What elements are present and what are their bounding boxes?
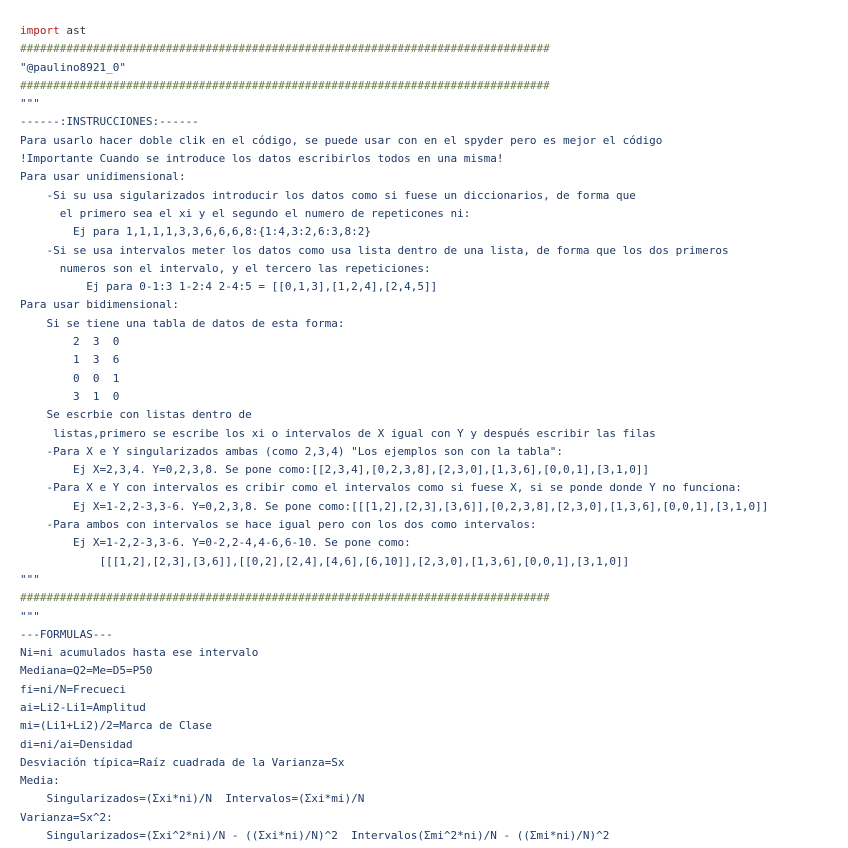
string-token: Para usar unidimensional: [20,170,186,184]
string-token: Se escrbie con listas dentro de [20,408,252,422]
string-token: Media: [20,774,60,788]
code-line [20,113,768,131]
code-line [20,406,768,424]
code-line [20,77,768,95]
string-token: di=ni/ai=Densidad [20,737,133,751]
code-line [20,388,768,406]
string-token: ai=Li2-Li1=Amplitud [20,700,146,714]
string-token: ------:INSTRUCCIONES:------ [20,115,199,129]
comment-token: ################################################################################ [20,591,550,605]
string-token: Varianza=Sx^2: [20,810,113,824]
string-token: Ej X=1-2,2-3,3-6. Y=0-2,2-4,4-6,6-10. Se pone como: [20,536,411,550]
code-line [20,662,768,680]
keyword-token: import [20,24,60,37]
code-line [20,22,768,40]
code-line [20,790,768,808]
code-line [20,772,768,790]
string-token: listas,primero se escribe los xi o intervalos de X igual con Y y después escribir las filas [20,426,656,440]
code-line [20,479,768,497]
code-line [20,681,768,699]
code-line [20,168,768,186]
string-token: Ej para 1,1,1,1,3,3,6,6,6,8:{1:4,3:2,6:3,8:2} [20,225,371,239]
string-token: Ej X=2,3,4. Y=0,2,3,8. Se pone como:[[2,3,4],[0,2,3,8],[2,3,0],[1,3,6],[0,0,1],[3,1,0]] [20,463,650,477]
code-line [20,461,768,479]
code-line [20,150,768,168]
code-line [20,242,768,260]
string-token: """ [20,572,40,586]
code-line [20,717,768,735]
string-token: -Para X e Y singularizados ambas (como 2,3,4) "Los ejemplos son con la tabla": [20,444,564,458]
string-token: Mediana=Q2=Me=D5=P50 [20,664,153,678]
code-line [20,754,768,772]
string-token: Si se tiene una tabla de datos de esta forma: [20,316,345,330]
string-token: Para usarlo hacer doble clik en el código, se puede usar con en el spyder pero es mejor el código [20,133,663,147]
code-line [20,132,768,150]
code-line [20,608,768,626]
string-token: 0 0 1 [20,371,120,385]
code-line [20,534,768,552]
code-line [20,827,768,845]
code-line [20,95,768,113]
code-line [20,699,768,717]
string-token: -Si su usa sigularizados introducir los datos como si fuese un diccionarios, de forma que [20,188,636,202]
string-token: mi=(Li1+Li2)/2=Marca de Clase [20,719,213,733]
string-token: !Importante Cuando se introduce los datos escribirlos todos en una misma! [20,152,504,166]
string-token: [[[1,2],[2,3],[3,6]],[[0,2],[2,4],[4,6],[6,10]],[2,3,0],[1,3,6],[0,0,1],[3,1,0]] [20,554,630,568]
code-line [20,351,768,369]
string-token: -Si se usa intervalos meter los datos como usa lista dentro de una lista, de forma que los dos primeros [20,243,729,257]
code-line [20,589,768,607]
code-line [20,443,768,461]
string-token: Para usar bidimensional: [20,298,179,312]
string-token: fi=ni/N=Frecueci [20,682,126,696]
code-line [20,809,768,827]
string-token: 3 1 0 [20,389,120,403]
code-line [20,205,768,223]
code-line [20,59,768,77]
code-line [20,296,768,314]
string-token: Ej para 0-1:3 1-2:4 2-4:5 = [[0,1,3],[1,2,4],[2,4,5]] [20,280,438,294]
code-line [20,260,768,278]
code-line [20,498,768,516]
code-line [20,40,768,58]
string-token: Desviación típica=Raíz cuadrada de la Varianza=Sx [20,755,345,769]
comment-token: ################################################################################ [20,42,550,56]
string-token: 2 3 0 [20,335,120,349]
code-line [20,516,768,534]
string-token: """ [20,609,40,623]
code-line [20,553,768,571]
string-token: Singularizados=(Σxi^2*ni)/N - ((Σxi*ni)/N)^2 Intervalos(Σmi^2*ni)/N - ((Σmi*ni)/N)^2 [20,829,610,843]
string-token: -Para X e Y con intervalos es cribir como el intervalos como si fuese X, si se ponde donde Y no funciona: [20,481,742,495]
comment-token: ################################################################################ [20,78,550,92]
code-line [20,571,768,589]
code-line [20,425,768,443]
string-token: -Para ambos con intervalos se hace igual pero con los dos como intervalos: [20,518,537,532]
code-line [20,626,768,644]
string-token: 1 3 6 [20,353,120,367]
code-line [20,223,768,241]
code-line [20,370,768,388]
code-line [20,736,768,754]
string-token: numeros son el intervalo, y el tercero las repeticiones: [20,261,431,275]
code-line [20,187,768,205]
code-line [20,315,768,333]
code-line [20,333,768,351]
string-token: Ej X=1-2,2-3,3-6. Y=0,2,3,8. Se pone como:[[[1,2],[2,3],[3,6]],[0,2,3,8],[2,3,0],[1,3,6],[0,0,1],[3,1,0]] [20,499,769,513]
string-token: el primero sea el xi y el segundo el numero de repeticones ni: [20,206,471,220]
code-line [20,278,768,296]
code-line [20,644,768,662]
string-token: ---FORMULAS--- [20,627,113,641]
string-token: "@paulino8921_0" [20,60,126,74]
string-token: Singularizados=(Σxi*ni)/N Intervalos=(Σxi*mi)/N [20,792,365,806]
string-token: Ni=ni acumulados hasta ese intervalo [20,646,259,660]
string-token: """ [20,97,40,111]
identifier-token: ast [59,24,87,37]
code-text-area[interactable] [20,22,768,845]
